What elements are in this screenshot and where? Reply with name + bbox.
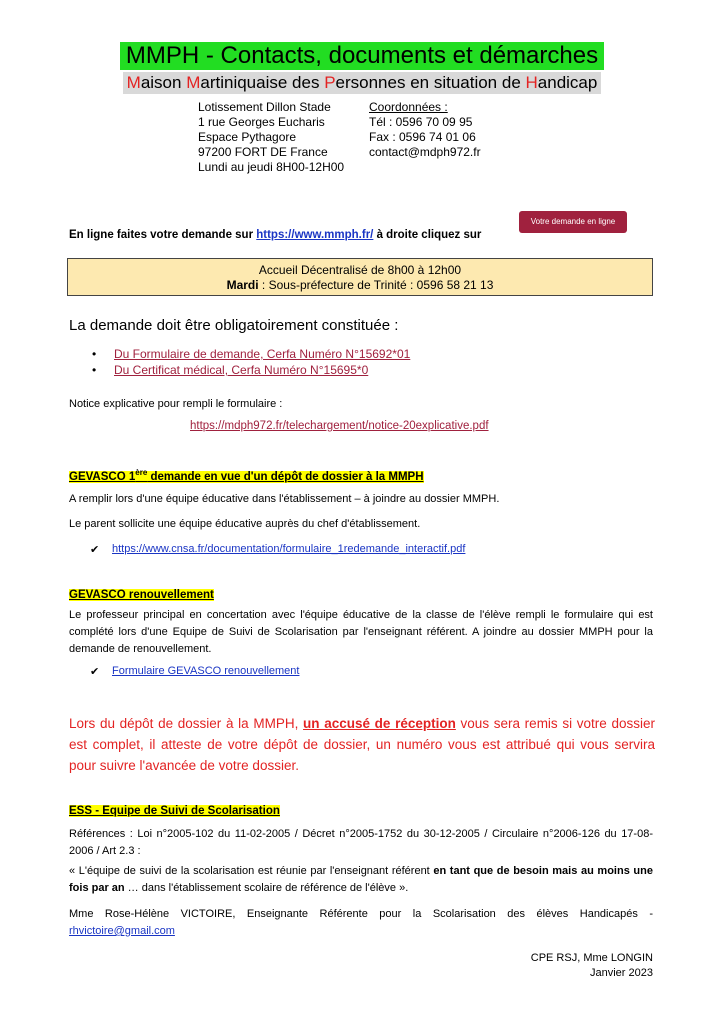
subtitle-text: artiniquaise des xyxy=(200,73,325,92)
subtitle-letter: H xyxy=(525,73,538,92)
signature-block xyxy=(450,951,653,981)
cerfa-form-link[interactable]: Du Formulaire de demande, Cerfa Numéro N°15692*01 xyxy=(114,347,411,361)
demande-intro: La demande doit être obligatoirement constituée : xyxy=(69,317,399,334)
address-line: 97200 FORT DE France xyxy=(198,145,328,159)
accueil-location xyxy=(68,278,652,293)
gevasco-renewal-link[interactable]: Formulaire GEVASCO renouvellement xyxy=(112,665,300,677)
signature-date: Janvier 2023 xyxy=(590,967,653,979)
heading-part: demande en vue d'un dépôt de dossier à la MMPH xyxy=(147,471,424,483)
subtitle-text: aison xyxy=(140,73,187,92)
address-line: Lotissement Dillon Stade xyxy=(198,100,331,114)
notice-link[interactable]: https://mdph972.fr/telechargement/notice-20explicative.pdf xyxy=(190,420,489,432)
address-line: 1 rue Georges Eucharis xyxy=(198,115,325,129)
accueil-details: : Sous-préfecture de Trinité : 0596 58 21 13 xyxy=(258,278,494,292)
coordinates-block xyxy=(369,100,481,160)
gevasco1-paragraph: A remplir lors d'une équipe éducative dans l'établissement – à joindre au dossier MMPH. xyxy=(69,493,500,505)
cerfa-certificate-link[interactable]: Du Certificat médical, Cerfa Numéro N°15695*0 xyxy=(114,363,369,377)
opening-hours: Lundi au jeudi 8H00-12H00 xyxy=(198,160,345,174)
notice-label: Notice explicative pour rempli le formulaire : xyxy=(69,398,283,410)
cnsa-form-link[interactable]: https://www.cnsa.fr/documentation/formulaire_1redemande_interactif.pdf xyxy=(112,543,466,555)
quote-text: … dans l'établissement scolaire de référence de l'élève ». xyxy=(124,882,409,894)
online-request-line xyxy=(69,229,481,241)
section-heading: ESS - Equipe de Suivi de Scolarisation xyxy=(69,805,280,817)
bullet-icon: • xyxy=(92,347,97,361)
quote-text: « L'équipe de suivi de la scolarisation est réunie par l'enseignant référent xyxy=(69,865,434,877)
subtitle-text: ersonnes en situation de xyxy=(335,73,526,92)
ess-contact xyxy=(69,906,653,940)
subtitle-text: andicap xyxy=(537,73,598,92)
address-line: Espace Pythagore xyxy=(198,130,297,144)
page-title-wrap xyxy=(0,42,724,70)
subtitle-letter: P xyxy=(324,73,336,92)
signature-name: CPE RSJ, Mme LONGIN xyxy=(530,952,653,964)
subtitle-wrap xyxy=(0,72,724,94)
online-suffix: à droite cliquez sur xyxy=(373,229,482,241)
notice-text: Lors du dépôt de dossier à la MMPH, xyxy=(69,716,304,731)
subtitle-letter: M xyxy=(186,73,201,92)
quote-emphasis: en tant que de besoin mais au moins une fois par an xyxy=(69,865,653,894)
gevasco1-heading xyxy=(69,467,424,485)
address-block xyxy=(198,100,344,175)
ess-references: Références : Loi n°2005-102 du 11-02-2005 / Décret n°2005-1752 du 30-12-2005 / Circulaire n°2006-126 du 17-08-2006 / Art 2.3 : xyxy=(69,828,653,857)
gevasco1-paragraph: Le parent sollicite une équipe éducative auprès du chef d'établissement. xyxy=(69,518,421,530)
notice-text: vous sera remis si votre dossier est complet, il atteste de votre dépôt de dossier, un numéro vous est attribué qui vous servira pour suivre l'avancée de votre dossier. xyxy=(69,716,655,773)
online-prefix: En ligne faites votre demande sur xyxy=(69,229,257,241)
checklist-item[interactable] xyxy=(90,665,300,678)
checkmark-icon: ✔ xyxy=(90,666,100,678)
gevasco2-heading xyxy=(69,585,214,603)
coordinates-heading: Coordonnées : xyxy=(369,100,448,114)
list-item[interactable] xyxy=(92,347,411,361)
contact-email[interactable]: contact@mdph972.fr xyxy=(369,145,481,159)
section-heading xyxy=(69,468,424,483)
mmph-website-link[interactable]: https://www.mmph.fr/ xyxy=(256,229,374,241)
gevasco2-paragraph: Le professeur principal en concertation avec l'équipe éducative de la classe de l'élève rempli le formulaire qui est complété lors d'une Equipe de Suivi de Scolarisation par l'enseignant référent. A joindre au dossier MMPH pour la demande de renouvellement. xyxy=(69,609,653,655)
fax-number: Fax : 0596 74 01 06 xyxy=(369,130,476,144)
ess-heading xyxy=(69,801,280,819)
list-item[interactable] xyxy=(92,363,369,377)
checklist-item[interactable] xyxy=(90,543,466,556)
contact-email-link[interactable]: rhvictoire@gmail.com xyxy=(69,925,175,937)
subtitle-letter: M xyxy=(126,73,141,92)
heading-part: GEVASCO 1 xyxy=(69,471,136,483)
online-request-button[interactable]: Votre demande en ligne xyxy=(519,211,627,233)
accueil-hours: Accueil Décentralisé de 8h00 à 12h00 xyxy=(258,263,462,277)
page-title: MMPH - Contacts, documents et démarches xyxy=(120,42,604,70)
deposit-notice xyxy=(69,713,655,776)
bullet-icon: • xyxy=(92,363,97,377)
phone-number: Tél : 0596 70 09 95 xyxy=(369,115,473,129)
heading-sup: ère xyxy=(135,468,148,478)
section-heading: GEVASCO renouvellement xyxy=(69,589,214,601)
page-subtitle xyxy=(123,72,602,94)
notice-emphasis: un accusé de réception xyxy=(303,716,456,731)
accueil-box xyxy=(67,258,653,296)
ess-quote xyxy=(69,863,653,897)
accueil-day: Mardi xyxy=(226,278,259,292)
contact-text: Mme Rose-Hélène VICTOIRE, Enseignante Référente pour la Scolarisation des élèves Handicapés - xyxy=(69,908,653,920)
checkmark-icon: ✔ xyxy=(90,544,100,556)
